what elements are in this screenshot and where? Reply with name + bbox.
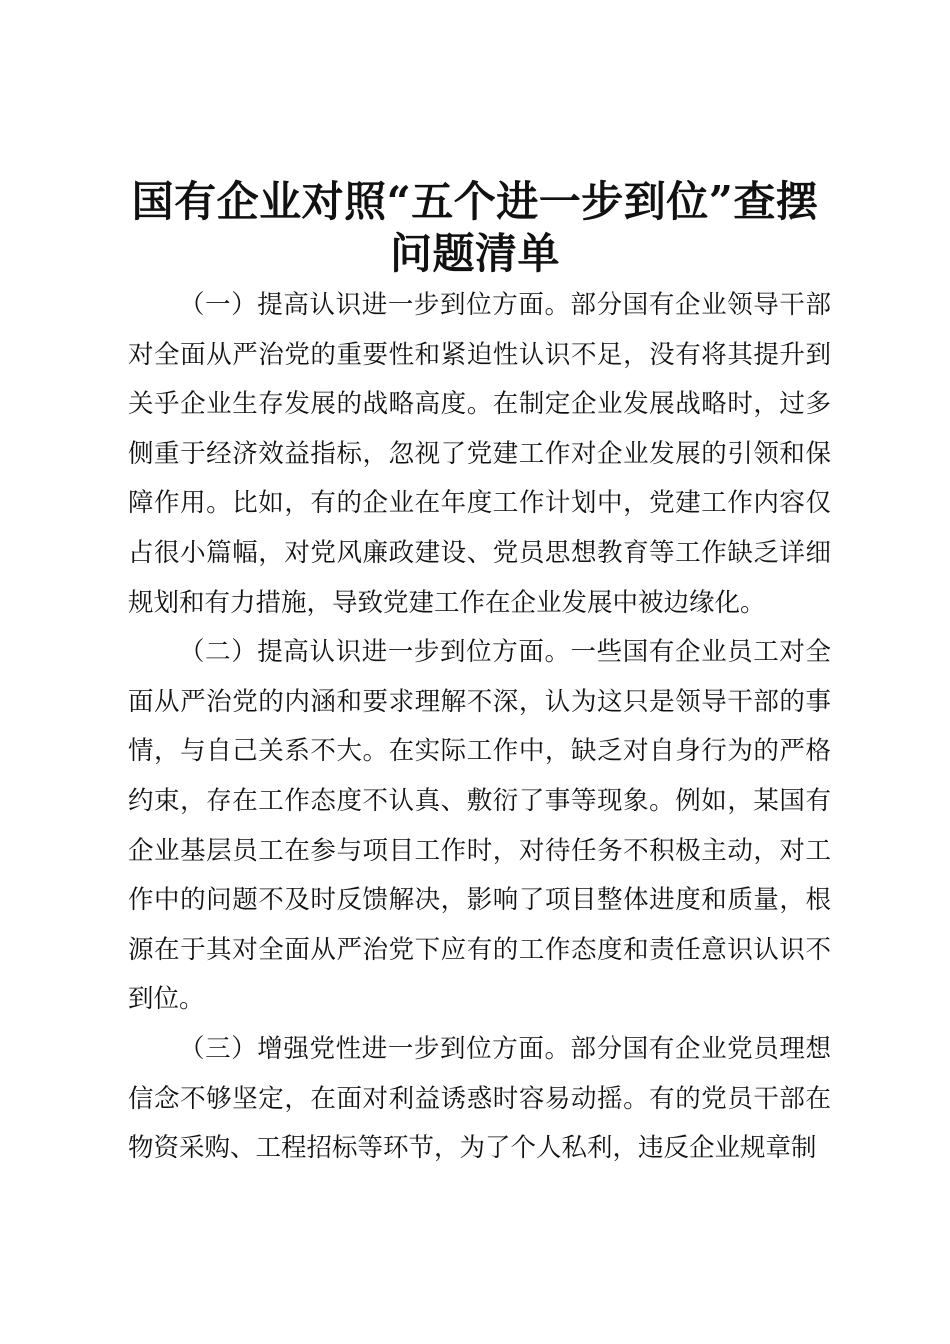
document-body (128, 281, 831, 1174)
paragraph-1: （一）提高认识进一步到位方面。部分国有企业领导干部对全面从严治党的重要性和紧迫性认识不足，没有将其提升到关乎企业生存发展的战略高度。在制定企业发展战略时，过多侧重于经济效益指标，忽视了党建工作对企业发展的引领和保障作用。比如，有的企业在年度工作计划中，党建工作内容仅占很小篇幅，对党风廉政建设、党员思想教育等工作缺乏详细规划和有力措施，导致党建工作在企业发展中被边缘化。 (128, 290, 831, 618)
document-title: 国有企业对照“五个进一步到位”查摆问题清单 (131, 177, 819, 278)
paragraph-2: （二）提高认识进一步到位方面。一些国有企业员工对全面从严治党的内涵和要求理解不深，认为这只是领导干部的事情，与自己关系不大。在实际工作中，缺乏对自身行为的严格约束，存在工作态度不认真、敷衍了事等现象。例如，某国有企业基层员工在参与项目工作时，对待任务不积极主动，对工作中的问题不及时反馈解决，影响了项目整体进度和质量，根源在于其对全面从严治党下应有的工作态度和责任意识认识不到位。 (128, 637, 831, 1015)
paragraph-3: （三）增强党性进一步到位方面。部分国有企业党员理想信念不够坚定，在面对利益诱惑时容易动摇。有的党员干部在物资采购、工程招标等环节，为了个人私利，违反企业规章制 (128, 1033, 831, 1164)
